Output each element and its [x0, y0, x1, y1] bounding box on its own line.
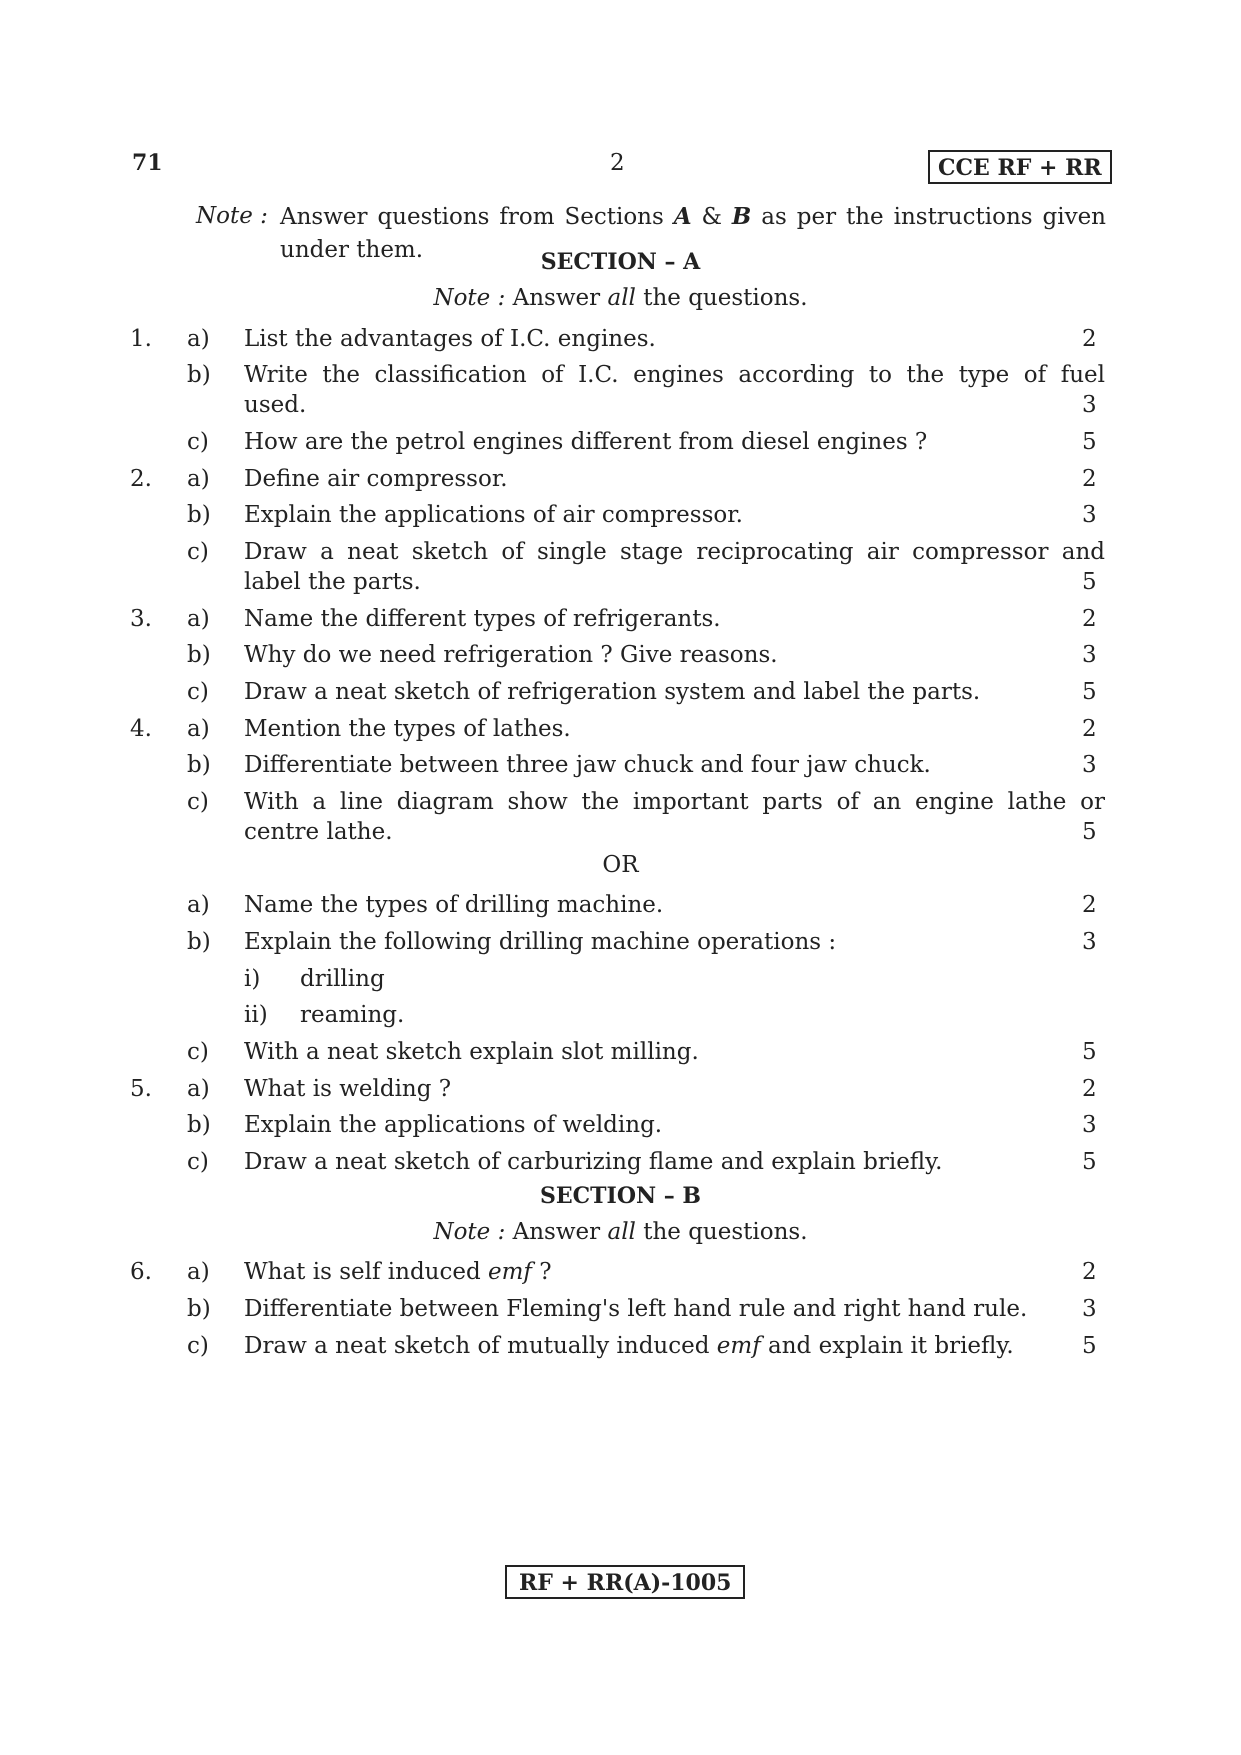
- sub-label: a): [187, 1259, 210, 1285]
- paper-code: 71: [132, 150, 163, 176]
- footer-code-box: RF + RR(A)-1005: [505, 1565, 745, 1599]
- question-text: Differentiate between Fleming's left hand rule and right hand rule.: [244, 1296, 1028, 1322]
- question-number: 3.: [130, 606, 152, 632]
- marks: 2: [1082, 466, 1097, 492]
- sub-item-text: reaming.: [300, 1002, 405, 1028]
- marks: 2: [1082, 716, 1097, 742]
- sub-label: a): [187, 1076, 210, 1102]
- question-text: Mention the types of lathes.: [244, 716, 571, 742]
- question-text: Define air compressor.: [244, 466, 508, 492]
- question-text: What is welding ?: [244, 1076, 452, 1102]
- marks: 3: [1082, 1296, 1097, 1322]
- question-number: 4.: [130, 716, 152, 742]
- sub-label: c): [187, 679, 209, 705]
- question-text: Draw a neat sketch of carburizing flame and explain briefly.: [244, 1149, 943, 1175]
- page-number: 2: [610, 150, 625, 176]
- section-a-title: SECTION – A: [540, 249, 701, 275]
- section-b-note: Note : Answer all the questions.: [433, 1219, 808, 1245]
- question-text: Differentiate between three jaw chuck and four jaw chuck.: [244, 752, 931, 778]
- marks: 5: [1082, 679, 1097, 705]
- marks: 3: [1082, 392, 1097, 418]
- marks: 5: [1082, 429, 1097, 455]
- marks: 5: [1082, 569, 1097, 595]
- sub-label: b): [187, 752, 211, 778]
- scheme-box: CCE RF + RR: [928, 150, 1112, 184]
- question-text: With a line diagram show the important parts of an engine lathe or: [244, 789, 1105, 815]
- question-text: Explain the following drilling machine operations :: [244, 929, 837, 955]
- question-text: used.: [244, 392, 307, 418]
- question-text: Draw a neat sketch of single stage reciprocating air compressor and: [244, 539, 1105, 565]
- marks: 5: [1082, 819, 1097, 845]
- marks: 2: [1082, 606, 1097, 632]
- question-text: Name the types of drilling machine.: [244, 892, 664, 918]
- question-text: Draw a neat sketch of refrigeration system and label the parts.: [244, 679, 981, 705]
- marks: 2: [1082, 892, 1097, 918]
- marks: 2: [1082, 326, 1097, 352]
- question-text: Why do we need refrigeration ? Give reasons.: [244, 642, 778, 668]
- question-text: Explain the applications of air compressor.: [244, 502, 743, 528]
- sub-label: c): [187, 1039, 209, 1065]
- marks: 3: [1082, 642, 1097, 668]
- question-text: label the parts.: [244, 569, 421, 595]
- marks: 3: [1082, 502, 1097, 528]
- marks: 2: [1082, 1076, 1097, 1102]
- sub-label: c): [187, 539, 209, 565]
- roman-label: i): [244, 966, 261, 992]
- question-text: Name the different types of refrigerants.: [244, 606, 721, 632]
- section-a-note: Note : Answer all the questions.: [433, 285, 808, 311]
- or-separator: OR: [602, 852, 639, 878]
- sub-label: c): [187, 789, 209, 815]
- question-text: Draw a neat sketch of mutually induced emf and explain it briefly.: [244, 1333, 1014, 1359]
- question-number: 5.: [130, 1076, 152, 1102]
- sub-label: b): [187, 502, 211, 528]
- sub-label: b): [187, 929, 211, 955]
- note-label: Note :: [196, 203, 268, 229]
- sub-label: a): [187, 892, 210, 918]
- question-text: How are the petrol engines different from diesel engines ?: [244, 429, 928, 455]
- sub-label: c): [187, 429, 209, 455]
- question-text: What is self induced emf ?: [244, 1259, 552, 1285]
- marks: 5: [1082, 1039, 1097, 1065]
- question-number: 6.: [130, 1259, 152, 1285]
- question-text: List the advantages of I.C. engines.: [244, 326, 656, 352]
- sub-item-text: drilling: [300, 966, 385, 992]
- question-text: Write the classification of I.C. engines according to the type of fuel: [244, 362, 1105, 388]
- question-number: 2.: [130, 466, 152, 492]
- marks: 2: [1082, 1259, 1097, 1285]
- note-text: Answer questions from Sections A & B as per the instructions given under them.: [280, 203, 1106, 263]
- question-text: centre lathe.: [244, 819, 393, 845]
- sub-label: b): [187, 1296, 211, 1322]
- marks: 3: [1082, 929, 1097, 955]
- sub-label: a): [187, 326, 210, 352]
- marks: 5: [1082, 1149, 1097, 1175]
- sub-label: c): [187, 1333, 209, 1359]
- sub-label: a): [187, 466, 210, 492]
- section-b-title: SECTION – B: [539, 1183, 701, 1209]
- question-text: Explain the applications of welding.: [244, 1112, 663, 1138]
- marks: 3: [1082, 752, 1097, 778]
- sub-label: a): [187, 606, 210, 632]
- sub-label: b): [187, 642, 211, 668]
- roman-label: ii): [244, 1002, 268, 1028]
- marks: 5: [1082, 1333, 1097, 1359]
- question-text: With a neat sketch explain slot milling.: [244, 1039, 699, 1065]
- marks: 3: [1082, 1112, 1097, 1138]
- sub-label: b): [187, 1112, 211, 1138]
- question-number: 1.: [130, 326, 152, 352]
- sub-label: c): [187, 1149, 209, 1175]
- sub-label: a): [187, 716, 210, 742]
- sub-label: b): [187, 362, 211, 388]
